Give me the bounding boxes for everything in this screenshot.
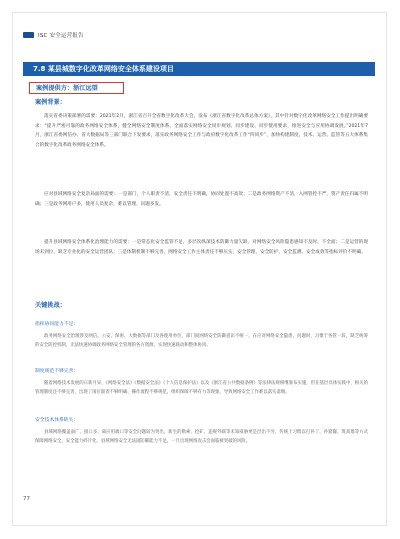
background-paragraph-1-text: 落实省委决策部署的需要：2021年2月，浙江省召开全省数字化改革大会，发布《浙江省数字化改革总体方案》，其中针对数字化改革网络安全工作提出明确要求：“提升严密可靠的政务网络安全体系，健全网络安全制度体系、全面落实网络安全同步规划、同步建设、同步使用要求，推进安全与应用协调发展。”2021年7月，浙江省委网信办、省大数据局等三部门联合下发要求，落实政务网络安全工作与政府数字化改革工作“四同步”，加快构建制度、技术、运营、监管等五大体系集合的数字化改革政务网络安全体系。: [35, 114, 368, 148]
header-title: ISC 安全运营报告: [38, 33, 84, 39]
challenge-3-text: [35, 428, 368, 446]
background-paragraph-3: [35, 238, 368, 257]
challenge-1-text: [35, 332, 368, 350]
case-provider: 案例提供方：浙江远望: [29, 82, 124, 94]
challenge-1-text-span: 政务网络安全治理涉及网信、公安、保密、大数据等部门及各使用单位，部门间网络安全防御意识不统一，在应对网络安全隐患、问题时，习惯于各管一段，缺乏统筹的安全防控机制，无法快速协调政务网络安全管理的各方资源，实现快速联动和整体协同。: [35, 334, 368, 348]
background-paragraph-2-text: 应对县域网络安全复杂局面的需要：一是部门，个人职责不清，安全责任不明确，协同处置不高效；二是政务网络资产不清，入网管控不严，资产责任归属不明确；三是政务网用户多，使用人员复杂，难以管理、问题多发。: [35, 192, 368, 207]
background-paragraph-1: [35, 112, 368, 150]
challenges-heading: 关键挑战：: [35, 302, 66, 309]
challenge-1-label: 指挥协同能力不足：: [35, 322, 79, 327]
challenge-2-label: 制度规范不够完善：: [35, 369, 79, 374]
section-title: 7.8 某县城数字化改革网络安全体系建设项目: [23, 62, 375, 76]
challenge-3-label: 安全技术体系缺失：: [35, 418, 79, 423]
background-paragraph-2: [35, 190, 368, 209]
challenge-3-text-span: 县域网络覆盖面广、接口多、离应用端口等安全问题较为突出，新生的勒索、挖矿、违规外联等未知威胁更是层出不穷，传统上习惯以打补丁、补窟窿、筑高墙等方式保障网络安全，安全能力碎片化，县域网络安全无法固防御能力不足，一旦出现网络攻击会面临被突破的风险。: [35, 430, 368, 444]
background-heading: 案例背景：: [35, 99, 66, 106]
challenge-2-text-span: 随着网络技术发展的日新月异，《网络安全法》《数据安全法》《个人信息保护法》以及《浙江省公共数据条例》等法律法规相继颁布实施，但在基层具体实践中，相关的管理制度还不够完善，出现了岗位职责不够明确、操作流程不够规范、组织保障不够有力等现象，导致网络安全工作难以落实落细。: [35, 381, 368, 395]
page-number: 77: [23, 496, 30, 502]
isc-logo-icon: [23, 32, 34, 38]
challenge-2-text: [35, 379, 368, 397]
background-paragraph-3-text: 提升县域网络安全体系化治理能力的需要：一是常态化安全监管不足，多层次纵深技术防御力量欠缺，对网络安全风险隐患感知不及时、不全面；二是运营的现场未到位，缺乏专业化的安全运营团队；三是体制机制不够完善，网络安全工作主体责任不够压实，安全管理、安全防护、安全监测、安全成效等指标评价不明确。: [35, 240, 368, 255]
page-header: [23, 31, 84, 39]
